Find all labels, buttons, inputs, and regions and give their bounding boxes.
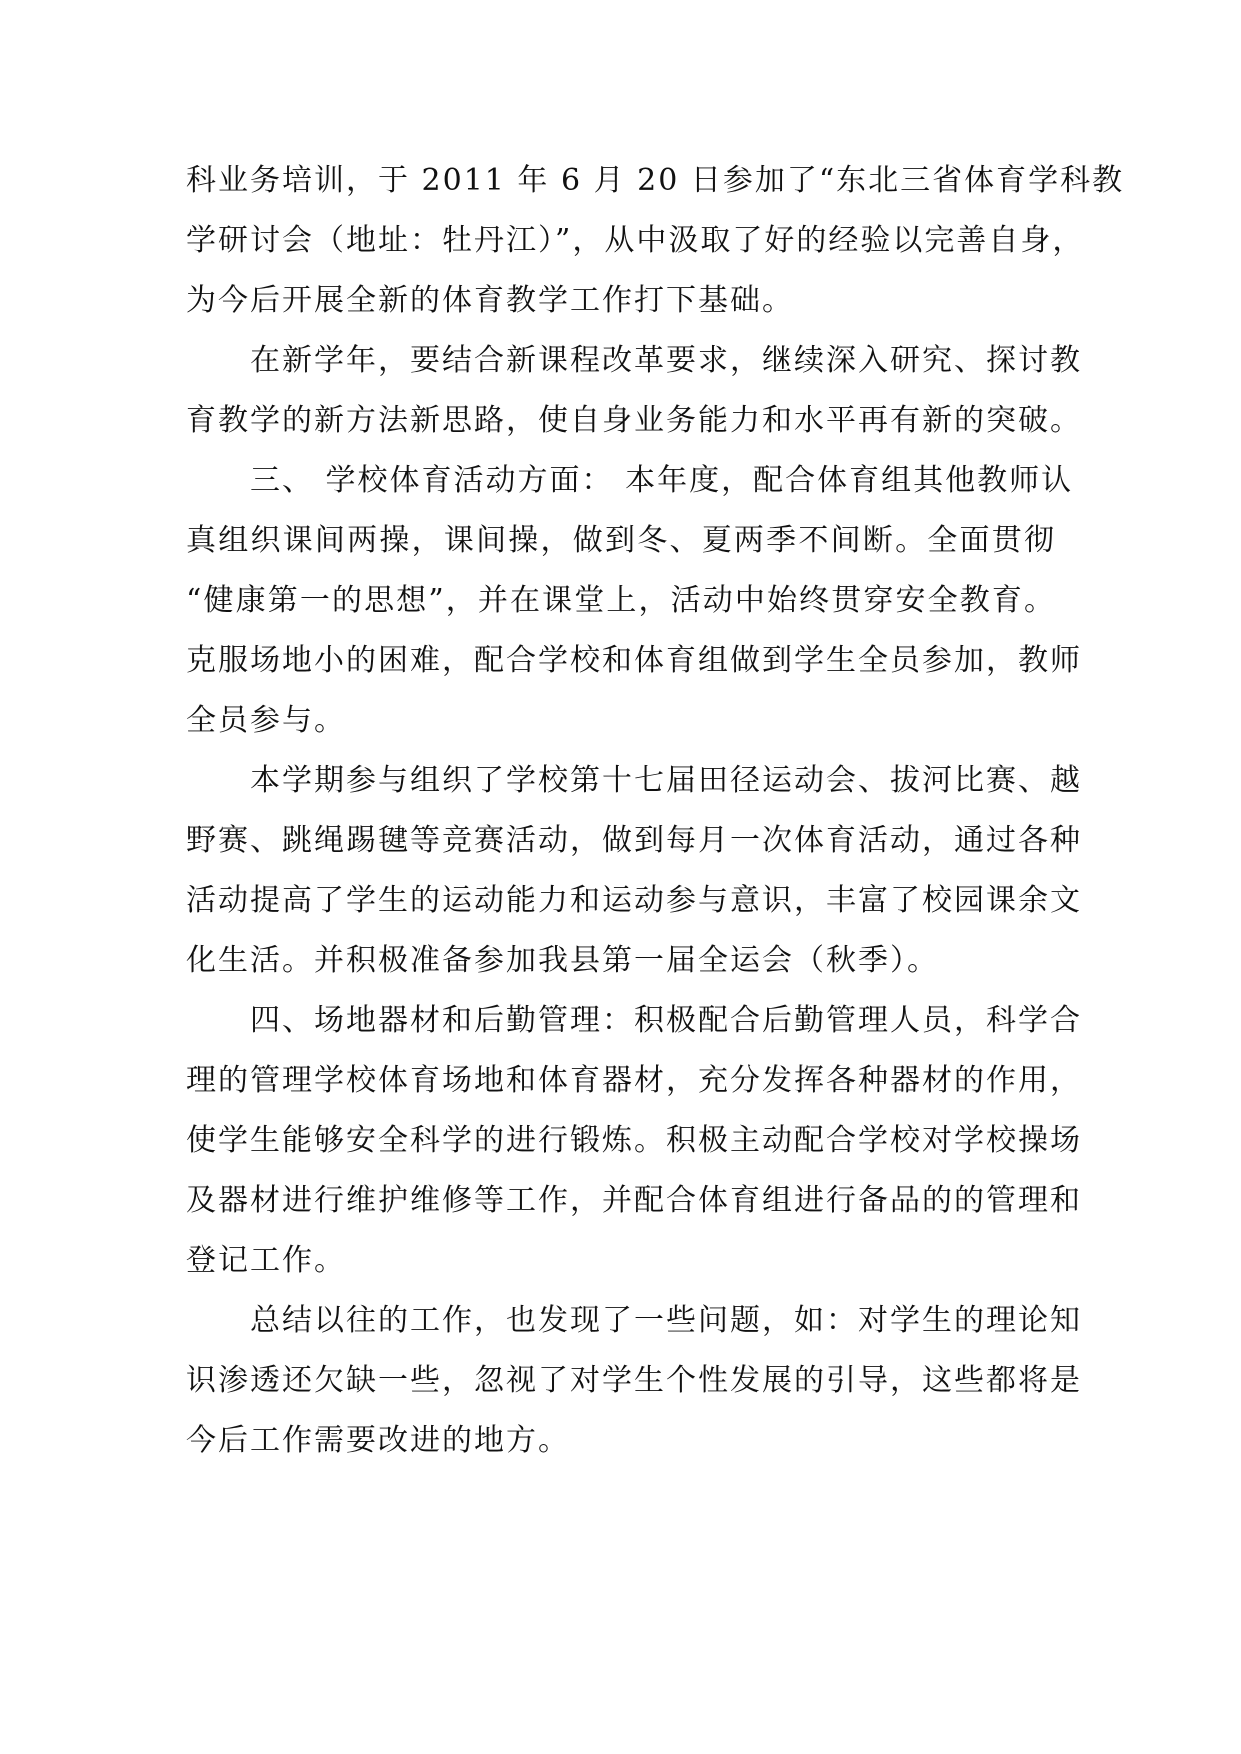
text-line-3: 为今后开展全新的体育教学工作打下基础。: [186, 283, 794, 318]
text-line-7: 真组织课间两操，课间操，做到冬、夏两季不间断。全面贯彻: [186, 523, 1056, 558]
text-line-22: 今后工作需要改进的地方。: [186, 1423, 570, 1458]
text-line-9: 克服场地小的困难，配合学校和体育组做到学生全员参加，教师: [186, 643, 1082, 678]
text-line-16: 理的管理学校体育场地和体育器材，充分发挥各种器材的作用，: [186, 1063, 1082, 1098]
text-line-5: 育教学的新方法新思路，使自身业务能力和水平再有新的突破。: [186, 403, 1082, 438]
text-line-1: 科业务培训，于 2011 年 6 月 20 日参加了“东北三省体育学科教: [186, 163, 1125, 198]
text-line-8: “健康第一的思想”，并在课堂上，活动中始终贯穿安全教育。: [186, 583, 1056, 618]
text-line-13: 活动提高了学生的运动能力和运动参与意识，丰富了校园课余文: [186, 883, 1082, 918]
text-line-19: 登记工作。: [186, 1243, 346, 1278]
text-line-18: 及器材进行维护维修等工作，并配合体育组进行备品的的管理和: [186, 1183, 1082, 1218]
text-line-6: 三、 学校体育活动方面： 本年度，配合体育组其他教师认: [250, 463, 1074, 498]
text-line-4: 在新学年，要结合新课程改革要求，继续深入研究、探讨教: [250, 343, 1082, 378]
text-line-15: 四、场地器材和后勤管理：积极配合后勤管理人员，科学合: [250, 1003, 1082, 1038]
text-line-10: 全员参与。: [186, 703, 346, 738]
text-line-2: 学研讨会（地址：牡丹江）”，从中汲取了好的经验以完善自身，: [186, 223, 1085, 258]
text-line-12: 野赛、跳绳踢毽等竞赛活动，做到每月一次体育活动，通过各种: [186, 823, 1082, 858]
text-line-20: 总结以往的工作，也发现了一些问题，如：对学生的理论知: [250, 1303, 1082, 1338]
text-line-17: 使学生能够安全科学的进行锻炼。积极主动配合学校对学校操场: [186, 1123, 1082, 1158]
text-line-14: 化生活。并积极准备参加我县第一届全运会（秋季）。: [186, 943, 939, 978]
text-line-11: 本学期参与组织了学校第十七届田径运动会、拔河比赛、越: [250, 763, 1082, 798]
text-line-21: 识渗透还欠缺一些，忽视了对学生个性发展的引导，这些都将是: [186, 1363, 1082, 1398]
